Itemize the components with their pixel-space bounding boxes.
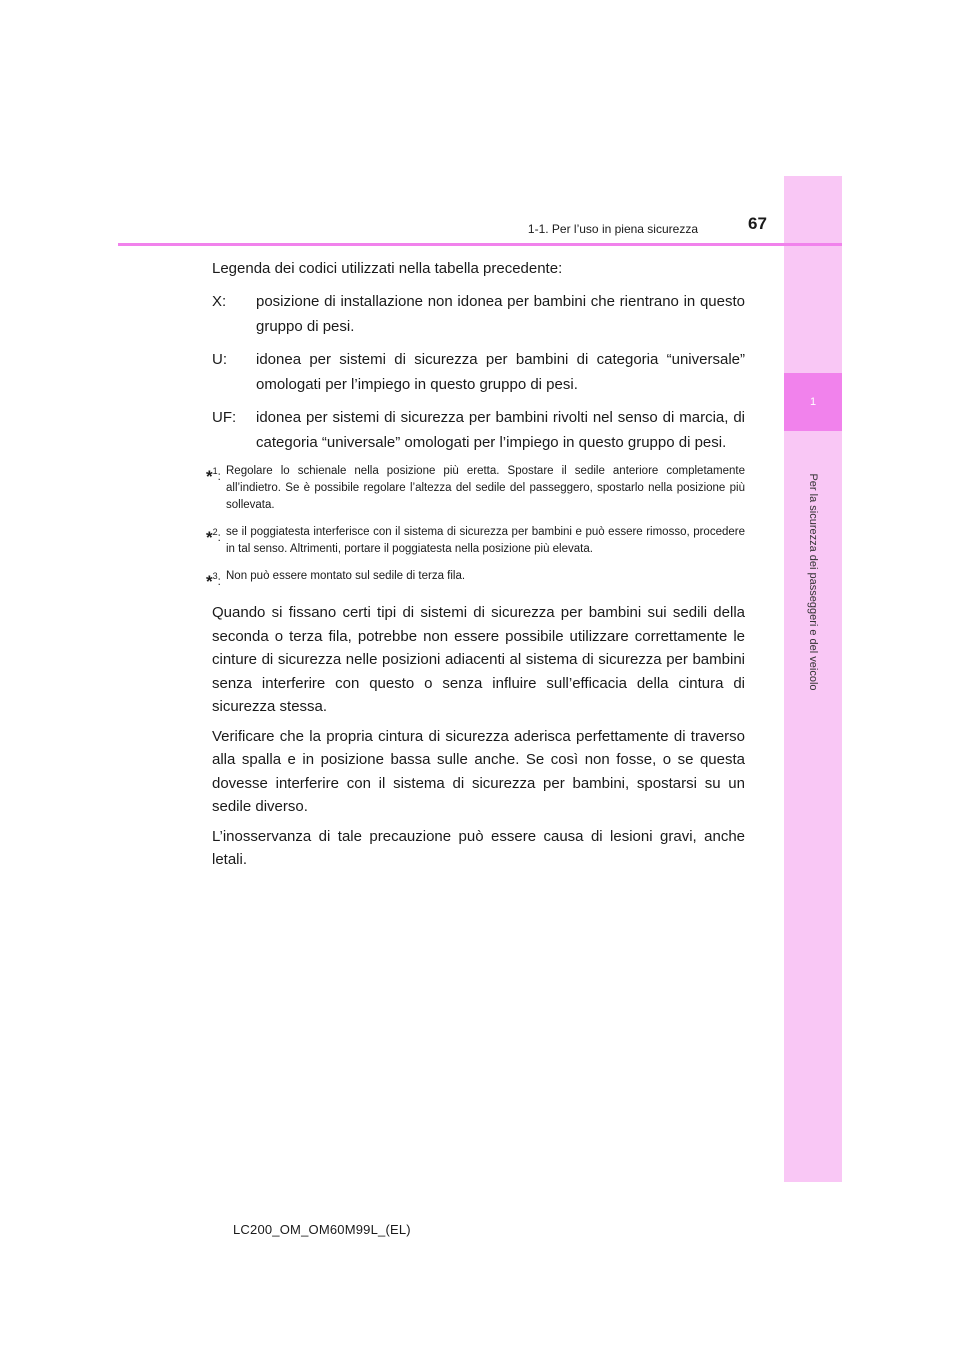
legend-intro: Legenda dei codici utilizzati nella tabella precedente: — [212, 260, 563, 277]
footnote-number: 1 — [212, 466, 218, 476]
footnote-text: se il poggiatesta interferisce con il sistema di sicurezza per bambini e può essere rimosso, procedere in tal senso. Altrimenti, portare il poggiatesta nella posizione più elevata. — [226, 526, 745, 555]
footnote-number: 2 — [212, 527, 218, 537]
footnote-mark — [206, 463, 226, 514]
footnote — [206, 524, 745, 558]
body-paragraph: L’inosservanza di tale precauzione può essere causa di lesioni gravi, anche letali. — [212, 827, 745, 868]
footnote-text: Regolare lo schienale nella posizione più eretta. Spostare il sedile anteriore completamente all’indietro. Se è possibile regolare l’altezza del sedile del passeggero, spostarlo nella posizione più sollevata. — [226, 465, 745, 511]
chapter-number: 1 — [809, 396, 817, 408]
document-code: LC200_OM_OM60M99L_(EL) — [233, 1222, 411, 1237]
legend-key: U: — [212, 351, 227, 368]
footnote-star: * — [206, 528, 213, 547]
legend-key: UF: — [212, 409, 237, 426]
chapter-title: Per la sicurezza dei passeggeri e del veicolo — [807, 473, 819, 691]
legend-item — [212, 289, 745, 339]
footnote-colon: : — [217, 471, 221, 483]
header-divider — [118, 243, 842, 246]
legend-text: idonea per sistemi di sicurezza per bambini di categoria “universale” omologati per l’impiego in questo gruppo di pesi. — [256, 351, 745, 393]
footnote — [206, 568, 745, 591]
legend-item — [212, 347, 745, 397]
section-title: 1-1. Per l’uso in piena sicurezza — [527, 222, 698, 236]
page-number: 67 — [748, 214, 767, 233]
footnote-mark — [206, 568, 226, 591]
footnote — [206, 463, 745, 514]
footnote-number: 3 — [212, 571, 218, 581]
body-paragraph: Quando si fissano certi tipi di sistemi di sicurezza per bambini sui sedili della seconda o terza fila, potrebbe non essere possibile utilizzare correttamente le cinture di sicurezza nelle posizioni adiacenti al sistema di sicurezza per bambini senza interferire con questo o senza influire sull’efficacia della cintura di sicurezza stessa. — [212, 604, 745, 715]
footnote-star: * — [206, 467, 213, 486]
footnote-text: Non può essere montato sul sedile di terza fila. — [226, 570, 466, 582]
legend-item — [212, 405, 745, 455]
footnote-star: * — [206, 572, 213, 591]
footnote-colon: : — [217, 576, 221, 588]
body-paragraph: Verificare che la propria cintura di sicurezza aderisca perfettamente di traverso alla spalla e in posizione bassa sulle anche. Se così non fosse, o se questa dovesse interferire con il sistema di sicurezza per bambini, spostarsi su un sedile diverso. — [212, 727, 745, 815]
page-content — [206, 256, 745, 878]
legend-key: X: — [212, 293, 227, 310]
legend-text: posizione di installazione non idonea per bambini che rientrano in questo gruppo di pesi. — [256, 293, 745, 335]
legend-text: idonea per sistemi di sicurezza per bambini rivolti nel senso di marcia, di categoria “universale” omologati per l’impiego in questo gruppo di pesi. — [256, 409, 745, 451]
footnote-mark — [206, 524, 226, 558]
footnote-colon: : — [217, 532, 221, 544]
